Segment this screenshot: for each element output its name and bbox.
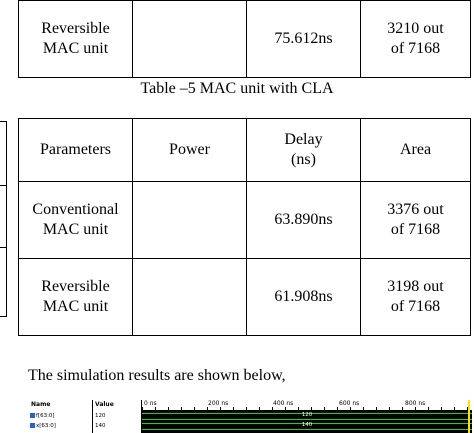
ruler-minor-tick <box>441 407 442 410</box>
signal-name-column <box>28 400 92 433</box>
ruler-minor-tick <box>181 407 182 410</box>
time-tick: 800 ns <box>405 400 426 407</box>
signal-name: x[63:0] <box>36 423 56 429</box>
time-tick: 600 ns <box>339 400 360 407</box>
ruler-minor-tick <box>259 407 260 410</box>
header-parameters: Parameters <box>19 119 133 182</box>
table-header-row <box>19 119 471 182</box>
signal-bus-icon <box>30 413 35 418</box>
param-cell: Conventional MAC unit <box>19 182 133 259</box>
ruler-minor-tick <box>155 407 156 410</box>
ruler-minor-tick <box>389 407 390 410</box>
ruler-minor-tick <box>337 407 338 410</box>
signal-waveform[interactable] <box>142 422 472 430</box>
time-cursor[interactable] <box>468 400 470 433</box>
table-row <box>19 259 471 336</box>
signal-name: f[63:0] <box>36 413 55 419</box>
power-cell <box>133 182 247 259</box>
header-area: Area <box>361 119 471 182</box>
header-delay: Delay (ns) <box>247 119 361 182</box>
value-column-header: Value <box>95 401 114 408</box>
ruler-minor-tick <box>324 407 325 410</box>
ruler-minor-tick <box>207 407 208 410</box>
waveform-value: 120 <box>301 412 313 418</box>
time-tick: 400 ns <box>273 400 294 407</box>
ruler-minor-tick <box>142 407 143 410</box>
ruler-minor-tick <box>415 407 416 410</box>
ruler-minor-tick <box>233 407 234 410</box>
signal-value-column <box>93 400 141 433</box>
signal-value: 140 <box>95 423 106 429</box>
param-cell: Reversible MAC unit <box>19 1 133 78</box>
ruler-minor-tick <box>246 407 247 410</box>
name-column-header: Name <box>31 401 51 408</box>
time-ruler <box>142 400 472 410</box>
ruler-minor-tick <box>363 407 364 410</box>
delay-cell: 75.612ns <box>247 1 361 78</box>
power-cell <box>133 1 247 78</box>
ruler-minor-tick <box>298 407 299 410</box>
area-cell: 3376 out of 7168 <box>361 182 471 259</box>
delay-cell: 63.890ns <box>247 182 361 259</box>
ruler-minor-tick <box>168 407 169 410</box>
table-caption: Table –5 MAC unit with CLA <box>140 80 334 97</box>
ruler-minor-tick <box>220 407 221 410</box>
waveform-value: 140 <box>301 422 313 428</box>
ruler-minor-tick <box>454 407 455 410</box>
signal-value: 120 <box>95 413 106 419</box>
header-power: Power <box>133 119 247 182</box>
ruler-minor-tick <box>376 407 377 410</box>
param-cell: Reversible MAC unit <box>19 259 133 336</box>
body-paragraph: The simulation results are shown below, <box>28 367 286 384</box>
time-tick: 200 ns <box>208 400 229 407</box>
table-mac-reversible-top <box>18 0 471 78</box>
area-cell: 3198 out of 7168 <box>361 259 471 336</box>
ruler-minor-tick <box>285 407 286 410</box>
area-cell: 3210 out of 7168 <box>361 1 471 78</box>
delay-cell: 61.908ns <box>247 259 361 336</box>
signal-row[interactable] <box>30 413 55 419</box>
ruler-minor-tick <box>272 407 273 410</box>
signal-bus-icon <box>30 423 35 428</box>
ruler-minor-tick <box>428 407 429 410</box>
neighbor-table-edge <box>0 121 7 317</box>
ruler-minor-tick <box>402 407 403 410</box>
table-row <box>19 1 471 78</box>
table-mac-unit-cla <box>18 118 471 336</box>
ruler-minor-tick <box>350 407 351 410</box>
power-cell <box>133 259 247 336</box>
signal-waveform[interactable] <box>142 412 472 420</box>
ruler-minor-tick <box>194 407 195 410</box>
simulation-waveform <box>28 400 472 433</box>
table-row <box>19 182 471 259</box>
ruler-minor-tick <box>311 407 312 410</box>
time-tick: 0 ns <box>144 400 157 407</box>
signal-row[interactable] <box>30 423 56 429</box>
